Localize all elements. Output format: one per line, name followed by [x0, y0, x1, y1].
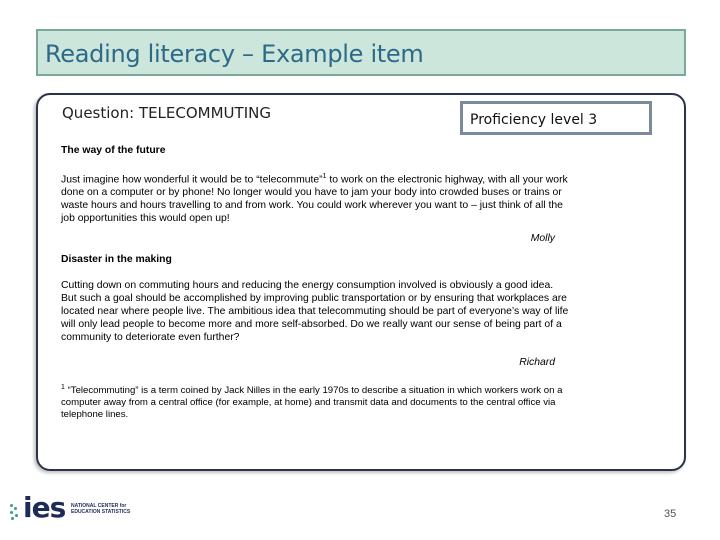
- footnote-marker: 1: [322, 173, 327, 180]
- logo-wordmark: ies: [23, 491, 66, 524]
- footnote-text: “Telecommuting” is a term coined by Jack Nilles in the early 1970s to describe a situation in which workers work on a computer away from a central office (for example, at home) and transmit data and documents to the central office via telephone lines.: [61, 385, 563, 421]
- proficiency-label: Proficiency level 3: [470, 112, 598, 128]
- title-bar: [36, 29, 686, 76]
- proficiency-box: [460, 101, 652, 135]
- heading-disaster: Disaster in the making: [61, 254, 172, 266]
- paragraph-molly-rest: to work on the electronic highway, with all your work done on a computer or by phone! No longer would you have to jam your body into crowded buses or trains or waste hours and hours travelling to and from work. You could work wherever you want to – just think of all the job opportunities this would open up!: [61, 174, 568, 225]
- paragraph-molly-start: Just imagine how wonderful it would be to “telecommute”: [61, 174, 323, 186]
- item-text: [61, 144, 571, 421]
- ies-logo: [8, 491, 131, 527]
- page-number: 35: [664, 508, 677, 520]
- paragraph-molly: [61, 170, 571, 225]
- footnote: [61, 385, 571, 421]
- logo-org-name: [71, 503, 130, 515]
- logo-org-line2: EDUCATION STATISTICS: [71, 509, 131, 515]
- paragraph-richard: Cutting down on commuting hours and reducing the energy consumption involved is obviously a good idea. But such a goal should be accomplished by improving public transportation or by ensuring that workplaces are located near where people live. The ambitious idea that telecommuting should be part of everyone’s way of life will only lead people to become more and more self-absorbed. Do we really want our sense of being part of a community to deteriorate even further?: [61, 280, 569, 344]
- heading-way-of-future: The way of the future: [61, 145, 166, 156]
- logo-org-line1: NATIONAL CENTER for: [71, 503, 127, 509]
- slide-title: Reading literacy – Example item: [45, 40, 424, 68]
- question-label: Question: TELECOMMUTING: [62, 104, 271, 122]
- signature-richard: Richard: [519, 357, 555, 369]
- signature-molly: Molly: [530, 233, 555, 245]
- footnote-number: 1: [61, 384, 65, 392]
- logo-dots-icon: [10, 504, 20, 520]
